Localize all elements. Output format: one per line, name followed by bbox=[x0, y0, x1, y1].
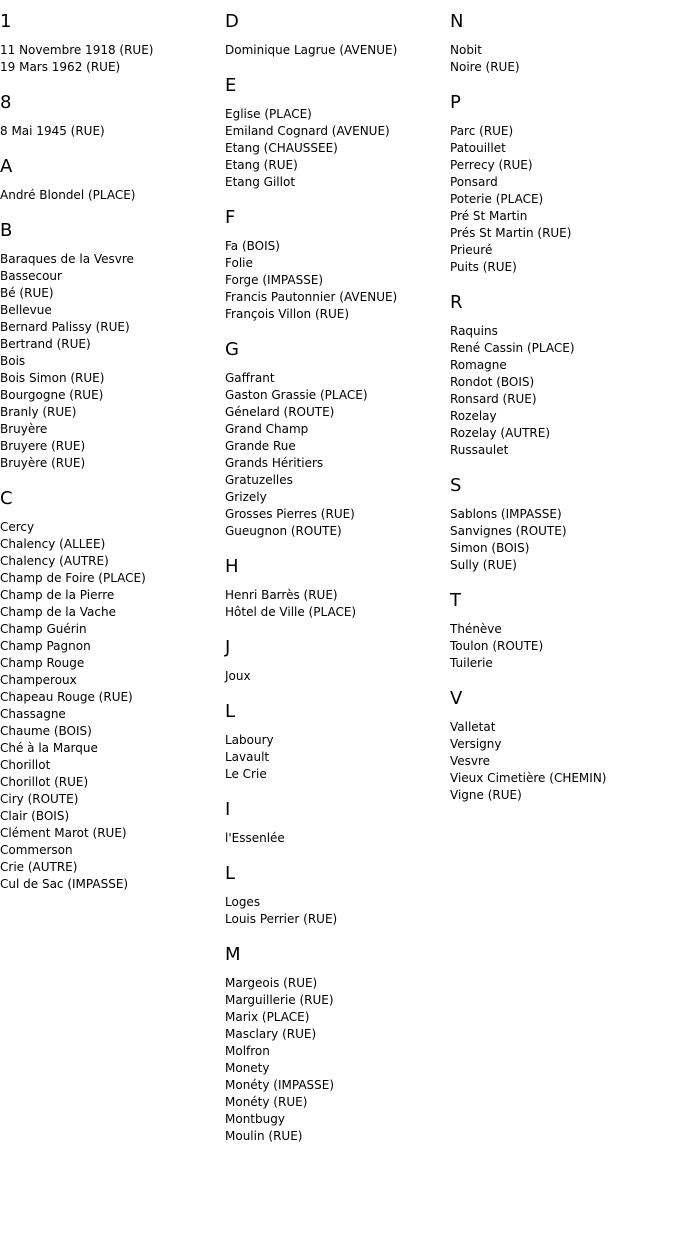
street-entry: Dominique Lagrue (AVENUE) bbox=[225, 43, 398, 57]
street-entry: Grizely bbox=[225, 490, 267, 504]
street-entry: Baraques de la Vesvre bbox=[0, 252, 134, 266]
index-column-3 bbox=[450, 12, 675, 821]
letter-section bbox=[450, 476, 675, 574]
street-entry: Branly (RUE) bbox=[0, 405, 77, 419]
street-entry: Poterie (PLACE) bbox=[450, 192, 544, 206]
street-entry: Bernard Palissy (RUE) bbox=[0, 320, 130, 334]
street-entry: Chapeau Rouge (RUE) bbox=[0, 690, 133, 704]
street-entry: Toulon (ROUTE) bbox=[450, 639, 544, 653]
street-entry: Folie bbox=[225, 256, 253, 270]
section-letter-heading: E bbox=[225, 75, 237, 96]
street-entry: Vigne (RUE) bbox=[450, 788, 522, 802]
street-entry: Hôtel de Ville (PLACE) bbox=[225, 605, 357, 619]
street-entry: Ciry (ROUTE) bbox=[0, 792, 79, 806]
street-list bbox=[225, 238, 450, 323]
street-entry: Valletat bbox=[450, 720, 496, 734]
street-list bbox=[225, 894, 450, 928]
street-entry: Champ de la Pierre bbox=[0, 588, 115, 602]
street-entry: Le Crie bbox=[225, 767, 267, 781]
street-entry: Chalency (ALLEE) bbox=[0, 537, 106, 551]
section-letter-heading: T bbox=[450, 590, 461, 611]
street-entry: Fa (BOIS) bbox=[225, 239, 280, 253]
street-entry: Monéty (RUE) bbox=[225, 1095, 308, 1109]
letter-section bbox=[225, 800, 450, 847]
letter-section bbox=[225, 208, 450, 323]
street-entry: Gueugnon (ROUTE) bbox=[225, 524, 342, 538]
street-entry: Emiland Cognard (AVENUE) bbox=[225, 124, 390, 138]
street-entry: Champ Pagnon bbox=[0, 639, 91, 653]
street-entry: l'Essenlée bbox=[225, 831, 285, 845]
street-entry: Chorillot (RUE) bbox=[0, 775, 89, 789]
street-entry: Chassagne bbox=[0, 707, 66, 721]
street-entry: Simon (BOIS) bbox=[450, 541, 530, 555]
letter-section bbox=[450, 293, 675, 459]
street-entry: Bé (RUE) bbox=[0, 286, 54, 300]
street-entry: Prés St Martin (RUE) bbox=[450, 226, 572, 240]
section-letter-heading: P bbox=[450, 92, 461, 113]
street-entry: Gratuzelles bbox=[225, 473, 293, 487]
street-entry: Champeroux bbox=[0, 673, 77, 687]
street-entry: Montbugy bbox=[225, 1112, 285, 1126]
street-entry: Crie (AUTRE) bbox=[0, 860, 78, 874]
street-entry: Bourgogne (RUE) bbox=[0, 388, 104, 402]
section-letter-heading: J bbox=[225, 637, 231, 658]
street-list bbox=[0, 251, 225, 472]
letter-section bbox=[225, 340, 450, 540]
street-list bbox=[450, 323, 675, 459]
street-entry: Versigny bbox=[450, 737, 502, 751]
street-entry: Thénève bbox=[450, 622, 502, 636]
street-entry: Ponsard bbox=[450, 175, 498, 189]
section-letter-heading: S bbox=[450, 475, 462, 496]
street-entry: Bruyère (RUE) bbox=[0, 456, 86, 470]
letter-section bbox=[225, 638, 450, 685]
street-entry: Laboury bbox=[225, 733, 274, 747]
street-entry: Marix (PLACE) bbox=[225, 1010, 310, 1024]
letter-section bbox=[450, 93, 675, 276]
street-entry: Masclary (RUE) bbox=[225, 1027, 317, 1041]
street-entry: Champ Rouge bbox=[0, 656, 85, 670]
street-entry: Rozelay (AUTRE) bbox=[450, 426, 551, 440]
section-letter-heading: 1 bbox=[0, 11, 12, 32]
street-entry: Commerson bbox=[0, 843, 73, 857]
street-entry: Grand Champ bbox=[225, 422, 309, 436]
street-entry: Francis Pautonnier (AVENUE) bbox=[225, 290, 398, 304]
street-entry: Sully (RUE) bbox=[450, 558, 517, 572]
section-letter-heading: D bbox=[225, 11, 239, 32]
street-entry: Rondot (BOIS) bbox=[450, 375, 535, 389]
street-entry: Bertrand (RUE) bbox=[0, 337, 91, 351]
street-entry: Patouillet bbox=[450, 141, 506, 155]
street-entry: Joux bbox=[225, 669, 251, 683]
section-letter-heading: N bbox=[450, 11, 464, 32]
street-list bbox=[450, 506, 675, 574]
street-list bbox=[225, 830, 450, 847]
street-entry: Champ Guérin bbox=[0, 622, 87, 636]
letter-section bbox=[0, 221, 225, 472]
street-entry: Chalency (AUTRE) bbox=[0, 554, 109, 568]
street-entry: Noire (RUE) bbox=[450, 60, 520, 74]
street-entry: Bruyere (RUE) bbox=[0, 439, 86, 453]
street-entry: 8 Mai 1945 (RUE) bbox=[0, 124, 105, 138]
street-entry: Parc (RUE) bbox=[450, 124, 514, 138]
section-letter-heading: R bbox=[450, 292, 463, 313]
street-entry: Bellevue bbox=[0, 303, 52, 317]
street-entry: Bruyère bbox=[0, 422, 48, 436]
street-entry: Eglise (PLACE) bbox=[225, 107, 312, 121]
street-entry: Cul de Sac (IMPASSE) bbox=[0, 877, 129, 891]
street-entry: Etang (CHAUSSEE) bbox=[225, 141, 338, 155]
section-letter-heading: I bbox=[225, 799, 231, 820]
letter-section bbox=[0, 93, 225, 140]
section-letter-heading: F bbox=[225, 207, 236, 228]
street-list bbox=[450, 621, 675, 672]
street-entry: Henri Barrès (RUE) bbox=[225, 588, 338, 602]
section-letter-heading: A bbox=[0, 156, 13, 177]
street-entry: Pré St Martin bbox=[450, 209, 528, 223]
street-entry: Molfron bbox=[225, 1044, 270, 1058]
street-list bbox=[0, 187, 225, 204]
street-entry: Grande Rue bbox=[225, 439, 296, 453]
letter-section bbox=[450, 591, 675, 672]
section-letter-heading: C bbox=[0, 488, 13, 509]
street-list bbox=[0, 42, 225, 76]
street-entry: Bois Simon (RUE) bbox=[0, 371, 105, 385]
letter-section bbox=[0, 157, 225, 204]
street-entry: Marguillerie (RUE) bbox=[225, 993, 334, 1007]
street-entry: Raquins bbox=[450, 324, 498, 338]
section-letter-heading: M bbox=[225, 944, 241, 965]
street-entry: Clair (BOIS) bbox=[0, 809, 70, 823]
street-entry: Génelard (ROUTE) bbox=[225, 405, 335, 419]
street-entry: Cercy bbox=[0, 520, 35, 534]
street-entry: Forge (IMPASSE) bbox=[225, 273, 324, 287]
street-entry: Margeois (RUE) bbox=[225, 976, 318, 990]
street-entry: Etang Gillot bbox=[225, 175, 296, 189]
street-entry: Monety bbox=[225, 1061, 270, 1075]
street-entry: Ché à la Marque bbox=[0, 741, 98, 755]
street-entry: Vesvre bbox=[450, 754, 491, 768]
street-entry: Puits (RUE) bbox=[450, 260, 517, 274]
street-entry: Clément Marot (RUE) bbox=[0, 826, 127, 840]
street-entry: André Blondel (PLACE) bbox=[0, 188, 136, 202]
letter-section bbox=[225, 945, 450, 1145]
street-entry: Grands Héritiers bbox=[225, 456, 324, 470]
street-entry: Gaffrant bbox=[225, 371, 275, 385]
street-entry: Sanvignes (ROUTE) bbox=[450, 524, 567, 538]
street-entry: Champ de la Vache bbox=[0, 605, 116, 619]
street-entry: Bassecour bbox=[0, 269, 62, 283]
section-letter-heading: L bbox=[225, 701, 236, 722]
street-entry: Tuilerie bbox=[450, 656, 493, 670]
section-letter-heading: V bbox=[450, 688, 463, 709]
street-list bbox=[450, 123, 675, 276]
street-entry: Rozelay bbox=[450, 409, 497, 423]
letter-section bbox=[0, 12, 225, 76]
street-list bbox=[0, 519, 225, 893]
street-entry: Nobit bbox=[450, 43, 482, 57]
section-letter-heading: L bbox=[225, 863, 236, 884]
street-entry: Sablons (IMPASSE) bbox=[450, 507, 562, 521]
street-entry: Monéty (IMPASSE) bbox=[225, 1078, 335, 1092]
street-entry: François Villon (RUE) bbox=[225, 307, 350, 321]
index-column-1 bbox=[0, 12, 225, 910]
street-entry: Russaulet bbox=[450, 443, 509, 457]
street-entry: Perrecy (RUE) bbox=[450, 158, 533, 172]
letter-section bbox=[450, 12, 675, 76]
street-list bbox=[450, 719, 675, 804]
street-list bbox=[225, 587, 450, 621]
street-list bbox=[225, 106, 450, 191]
section-letter-heading: G bbox=[225, 339, 239, 360]
street-entry: René Cassin (PLACE) bbox=[450, 341, 575, 355]
street-list bbox=[0, 123, 225, 140]
street-entry: Chorillot bbox=[0, 758, 51, 772]
street-entry: Loges bbox=[225, 895, 261, 909]
street-entry: Moulin (RUE) bbox=[225, 1129, 303, 1143]
street-list bbox=[225, 668, 450, 685]
street-list bbox=[450, 42, 675, 76]
letter-section bbox=[225, 12, 450, 59]
street-list bbox=[225, 975, 450, 1145]
street-entry: Louis Perrier (RUE) bbox=[225, 912, 338, 926]
section-letter-heading: 8 bbox=[0, 92, 12, 113]
letter-section bbox=[225, 864, 450, 928]
street-list bbox=[225, 42, 450, 59]
street-list bbox=[225, 732, 450, 783]
street-entry: Etang (RUE) bbox=[225, 158, 298, 172]
street-entry: Grosses Pierres (RUE) bbox=[225, 507, 355, 521]
street-entry: Champ de Foire (PLACE) bbox=[0, 571, 146, 585]
street-entry: Ronsard (RUE) bbox=[450, 392, 537, 406]
street-list bbox=[225, 370, 450, 540]
street-entry: Chaume (BOIS) bbox=[0, 724, 92, 738]
street-entry: 11 Novembre 1918 (RUE) bbox=[0, 43, 154, 57]
street-entry: Gaston Grassie (PLACE) bbox=[225, 388, 368, 402]
section-letter-heading: B bbox=[0, 220, 13, 241]
street-entry: Lavault bbox=[225, 750, 270, 764]
street-entry: Vieux Cimetière (CHEMIN) bbox=[450, 771, 607, 785]
letter-section bbox=[225, 557, 450, 621]
street-entry: Bois bbox=[0, 354, 26, 368]
street-entry: Romagne bbox=[450, 358, 507, 372]
index-column-2 bbox=[225, 12, 450, 1162]
street-entry: Prieuré bbox=[450, 243, 493, 257]
letter-section bbox=[450, 689, 675, 804]
street-entry: 19 Mars 1962 (RUE) bbox=[0, 60, 121, 74]
letter-section bbox=[225, 76, 450, 191]
section-letter-heading: H bbox=[225, 556, 239, 577]
letter-section bbox=[0, 489, 225, 893]
letter-section bbox=[225, 702, 450, 783]
